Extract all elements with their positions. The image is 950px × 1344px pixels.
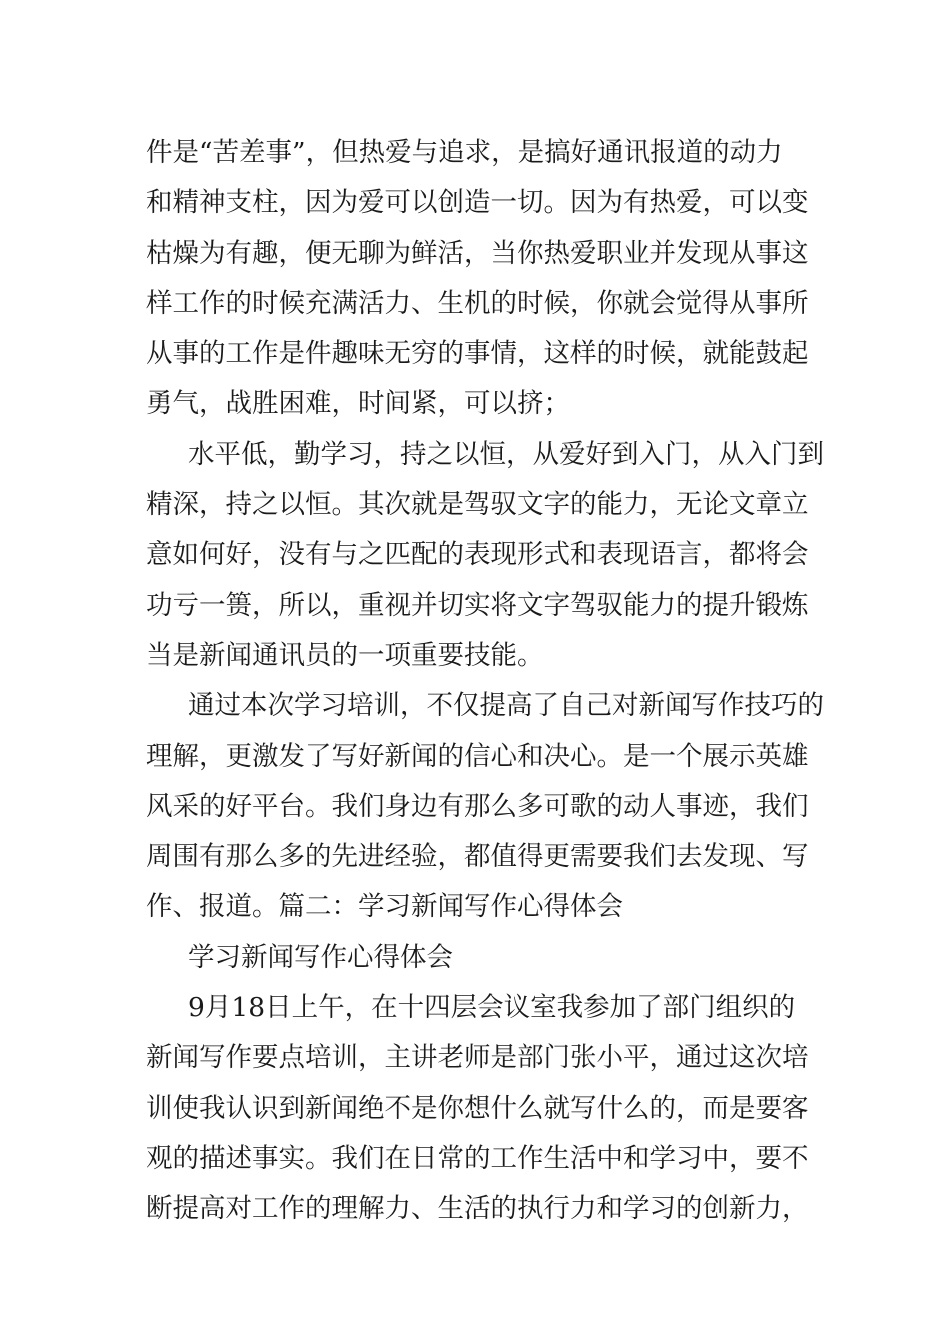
text-line: 样工作的时候充满活力、生机的时候，你就会觉得从事所 — [146, 287, 809, 319]
text-line: 观的描述事实。我们在日常的工作生活中和学习中，要不 — [146, 1142, 809, 1174]
text-line: 功亏一篑，所以，重视并切实将文字驾驭能力的提升锻炼 — [146, 589, 809, 621]
text-line: 当是新闻通讯员的一项重要技能。 — [146, 639, 544, 671]
text-line: 周围有那么多的先进经验，都值得更需要我们去发现、写 — [146, 841, 809, 873]
text-line: 勇气，战胜困难，时间紧，可以挤； — [146, 388, 570, 420]
text-line: 水平低，勤学习，持之以恒，从爱好到入门，从入门到 — [188, 438, 824, 470]
body-text — [146, 128, 824, 1235]
text-line: 件是“苦差事”，但热爱与追求，是搞好通讯报道的动力 — [146, 137, 783, 168]
text-line: 和精神支柱，因为爱可以创造一切。因为有热爱，可以变 — [146, 187, 809, 219]
text-line: 从事的工作是件趣味无穷的事情，这样的时候，就能鼓起 — [146, 338, 809, 370]
text-line: 理解，更激发了写好新闻的信心和决心。是一个展示英雄 — [146, 740, 809, 772]
text-line: 风采的好平台。我们身边有那么多可歌的动人事迹，我们 — [146, 790, 809, 822]
section-heading: 学习新闻写作心得体会 — [188, 941, 453, 973]
text-line: 意如何好，没有与之匹配的表现形式和表现语言，都将会 — [146, 539, 809, 571]
text-line: 新闻写作要点培训，主讲老师是部门张小平，通过这次培 — [146, 1042, 809, 1074]
text-line: 精深，持之以恒。其次就是驾驭文字的能力，无论文章立 — [146, 489, 809, 521]
text-line: 断提高对工作的理解力、生活的执行力和学习的创新力， — [146, 1193, 809, 1225]
text-line: 9月18日上午，在十四层会议室我参加了部门组织的 — [188, 992, 796, 1024]
text-line: 通过本次学习培训，不仅提高了自己对新闻写作技巧的 — [188, 690, 824, 722]
text-line: 作、报道。篇二：学习新闻写作心得体会 — [146, 891, 623, 923]
text-line: 枯燥为有趣，便无聊为鲜活，当你热爱职业并发现从事这 — [146, 237, 809, 269]
text-line: 训使我认识到新闻绝不是你想什么就写什么的，而是要客 — [146, 1092, 809, 1124]
